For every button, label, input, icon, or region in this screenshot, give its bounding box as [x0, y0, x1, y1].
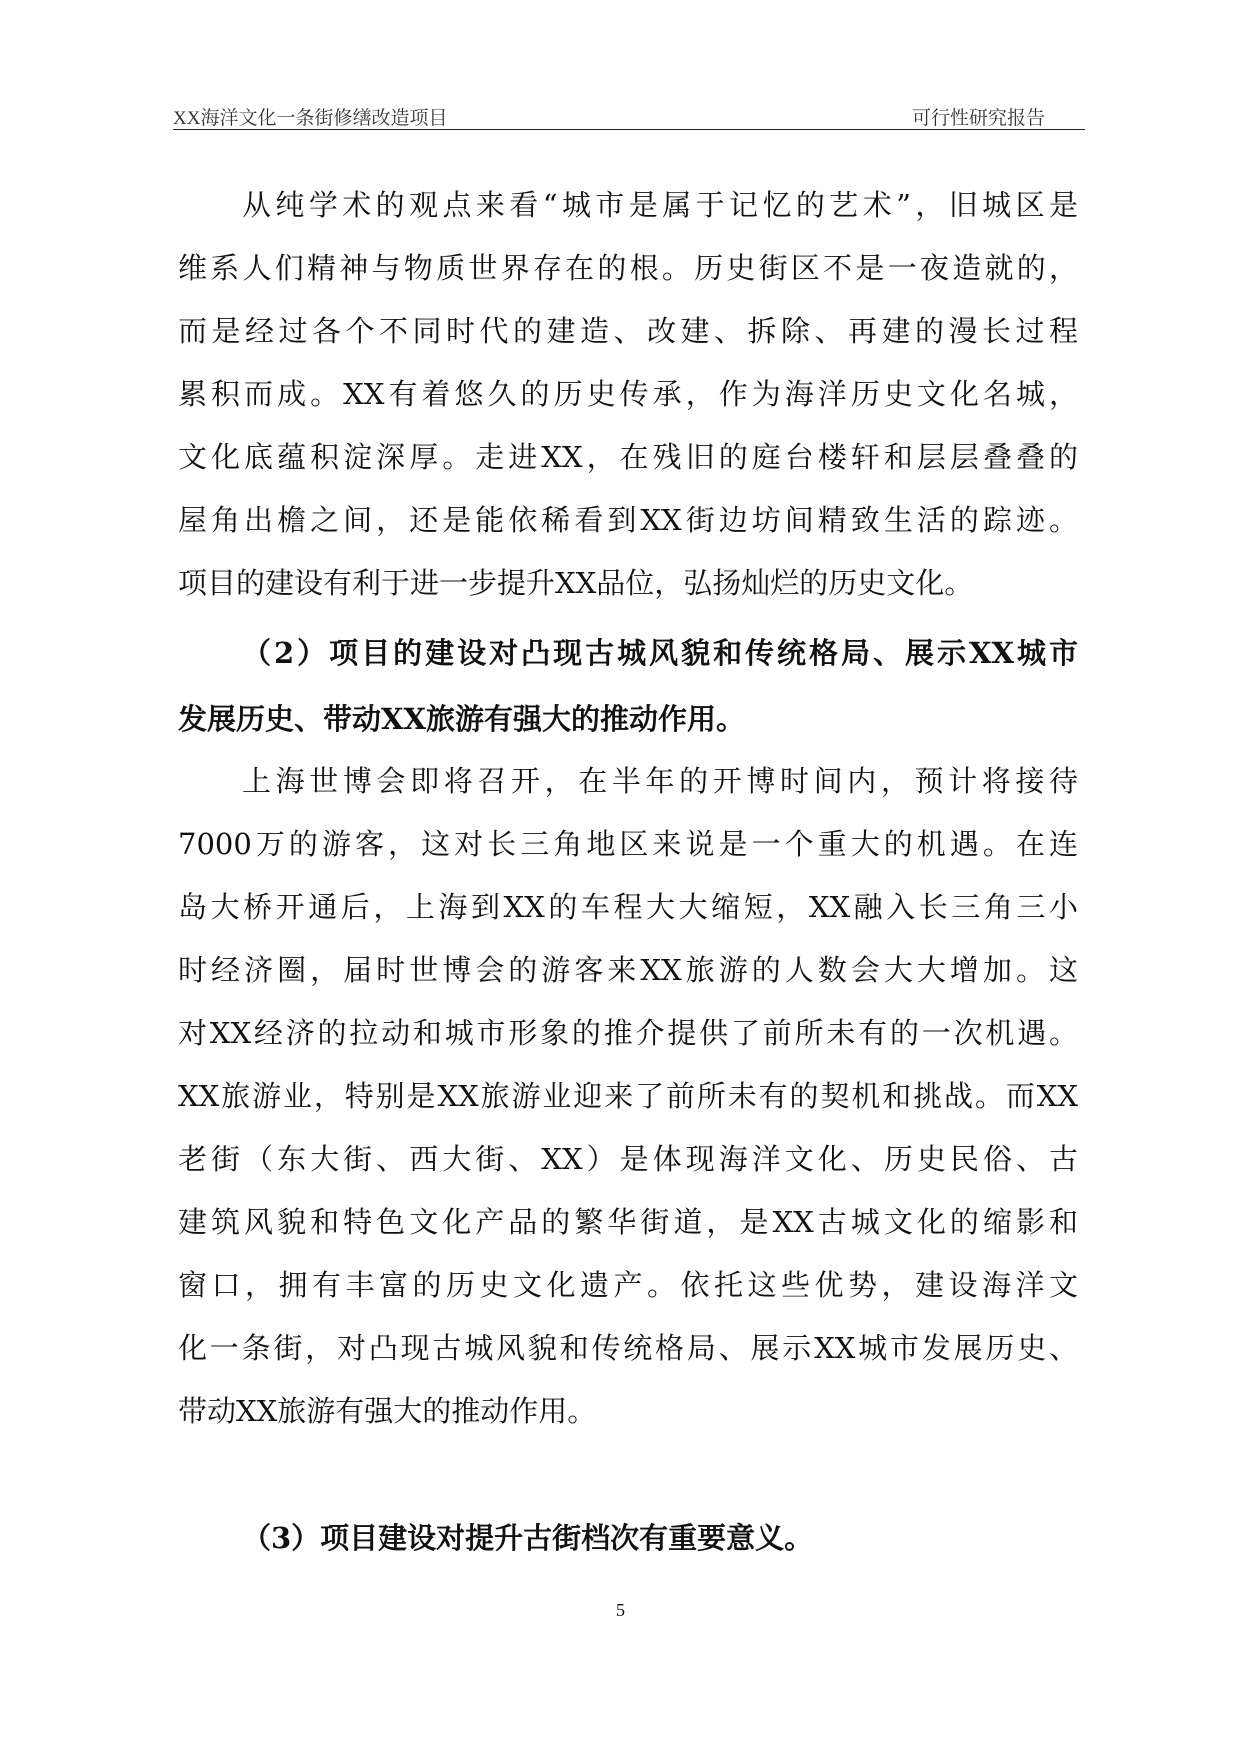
paragraph-line: 维系人们精神与物质世界存在的根。历史街区不是一夜造就的，: [178, 251, 1078, 285]
paragraph-line: 老街（东大街、西大街、XX）是体现海洋文化、历史民俗、古: [178, 1142, 1078, 1176]
paragraph-line: XX旅游业，特别是XX旅游业迎来了前所未有的契机和挑战。而XX: [178, 1079, 1078, 1113]
paragraph-line: 上海世博会即将召开，在半年的开博时间内，预计将接待: [242, 764, 1078, 798]
section-heading: 发展历史、带动XX旅游有强大的推动作用。: [178, 702, 746, 736]
paragraph-line: 带动XX旅游有强大的推动作用。: [178, 1394, 597, 1428]
section-heading: （2）项目的建设对凸现古城风貌和传统格局、展示XX城市: [242, 636, 1078, 670]
paragraph-line: 对XX经济的拉动和城市形象的推介提供了前所未有的一次机遇。: [178, 1016, 1078, 1050]
paragraph-line: 从纯学术的观点来看“城市是属于记忆的艺术”，旧城区是: [242, 188, 1078, 222]
paragraph-line: 时经济圈，届时世博会的游客来XX旅游的人数会大大增加。这: [178, 953, 1078, 987]
header-doc-type: 可行性研究报告: [911, 108, 1045, 129]
header-title: XX海洋文化一条街修缮改造项目: [173, 108, 448, 129]
paragraph-line: 7000万的游客，这对长三角地区来说是一个重大的机遇。在连: [178, 827, 1078, 861]
section-heading: （3）项目建设对提升古街档次有重要意义。: [242, 1521, 814, 1555]
page-number: 5: [616, 1600, 625, 1620]
paragraph-line: 而是经过各个不同时代的建造、改建、拆除、再建的漫长过程: [178, 314, 1078, 348]
paragraph-line: 文化底蕴积淀深厚。走进XX，在残旧的庭台楼轩和层层叠叠的: [178, 440, 1078, 474]
paragraph-line: 化一条街，对凸现古城风貌和传统格局、展示XX城市发展历史、: [178, 1331, 1078, 1365]
page-header: [173, 103, 1085, 129]
paragraph-line: 屋角出檐之间，还是能依稀看到XX街边坊间精致生活的踪迹。: [178, 503, 1078, 537]
paragraph-line: 建筑风貌和特色文化产品的繁华街道，是XX古城文化的缩影和: [178, 1205, 1078, 1239]
paragraph-line: 窗口，拥有丰富的历史文化遗产。依托这些优势，建设海洋文: [178, 1268, 1078, 1302]
paragraph-line: 累积而成。XX有着悠久的历史传承，作为海洋历史文化名城，: [178, 377, 1078, 411]
header-rule: [173, 129, 1085, 130]
paragraph-line: 岛大桥开通后，上海到XX的车程大大缩短，XX融入长三角三小: [178, 890, 1078, 924]
paragraph-line: 项目的建设有利于进一步提升XX品位，弘扬灿烂的历史文化。: [178, 566, 974, 600]
